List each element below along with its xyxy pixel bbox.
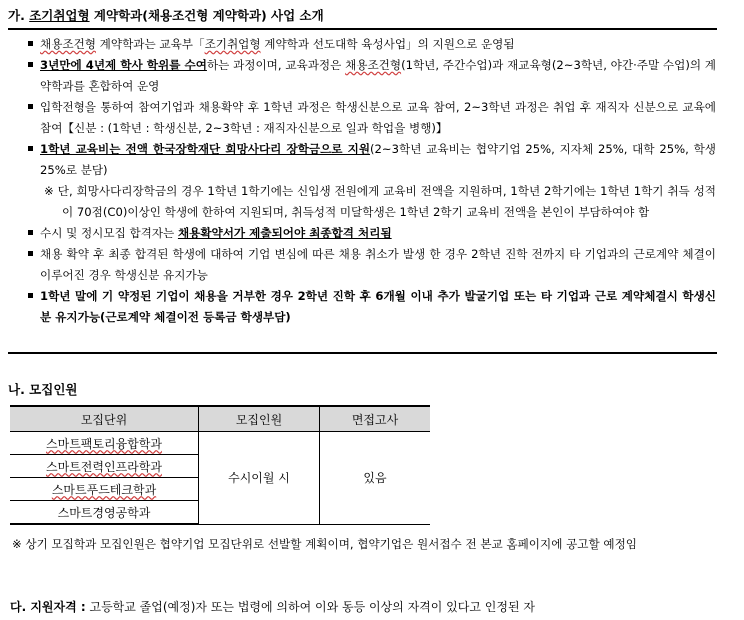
square-bullet-icon: [28, 230, 33, 235]
bullet-item: [28, 139, 716, 181]
header-count: 모집인원: [199, 406, 320, 432]
bullet-item: [28, 286, 716, 328]
square-bullet-icon: [28, 251, 33, 256]
bullet-text-segment: 채용 확약 후 최종 합격된 학생에 대하여 기업 변심에 따른 채용 취소가 발생 한 경우 2학년 진학 전까지 타 기업과의 근로계약 체결이 이루어진 경우 학생신분 유지가능: [40, 247, 716, 282]
square-bullet-icon: [28, 293, 33, 298]
bullet-text-segment: 계약학과 선도대학 육성사업」의 지원으로 운영됨: [260, 37, 515, 51]
bullet-text-segment: 하는 과정이며, 교육과정은: [206, 58, 346, 72]
section-ga-prefix: 가.: [8, 8, 30, 23]
section-na-heading: 나. 모집인원: [8, 382, 78, 397]
table-row: [10, 432, 430, 455]
bullet-item: [28, 244, 716, 286]
bottom-rule: [8, 352, 717, 354]
table-footnote: ※ 상기 모집학과 모집인원은 협약기업 모집단위로 선발할 계획이며, 협약기업은 원서접수 전 본교 홈페이지에 공고할 예정임: [12, 537, 637, 551]
section-ga-title-rest: 계약학과(채용조건형 계약학과) 사업 소개: [89, 8, 324, 23]
header-unit: 모집단위: [10, 406, 199, 432]
unit-name: 스마트팩토리융합학과: [46, 436, 162, 451]
unit-name: 스마트전력인프라학과: [46, 459, 162, 474]
square-bullet-icon: [28, 146, 33, 151]
intro-bullet-list: [28, 34, 716, 328]
header-interview: 면접고사: [320, 406, 431, 432]
bullet-text-segment: 수시 및 정시모집 합격자는: [40, 226, 178, 240]
unit-cell: [10, 501, 199, 525]
bullet-text-segment: 1학년 말에 기 약정된 기업이 채용을 거부한 경우 2학년 진학 후 6개월 이내 추가 발굴기업 또는 타 기업과 근로 계약체결시 학생신분 유지가능(근로계약 체결이전 등록금 학생부담): [40, 289, 716, 324]
unit-cell: [10, 432, 199, 455]
square-bullet-icon: [28, 104, 33, 109]
bullet-text-segment: 채용확약서가 제출되어야 최종합격 처리됨: [177, 226, 392, 240]
section-ga-heading: [8, 6, 324, 24]
section-da-label: 다. 지원자격 :: [10, 600, 86, 614]
unit-cell: [10, 478, 199, 501]
bullet-item: [28, 55, 716, 97]
square-bullet-icon: [28, 41, 33, 46]
bullet-note: ※ 단, 희망사다리장학금의 경우 1학년 1학기에는 신입생 전원에게 교육비 전액을 지원하며, 1학년 2학기에는 1학년 1학기 취득 성적이 70점(C0)이상인 학생에 한하여 지원되며, 취득성적 미달학생은 1학년 2학기 교육비 전액을 본인이 부담하여야 함: [44, 184, 716, 219]
square-bullet-icon: [28, 62, 33, 67]
bullet-item: [28, 34, 716, 55]
interview-cell: 있음: [320, 432, 431, 525]
unit-cell: [10, 455, 199, 478]
section-da-text: 고등학교 졸업(예정)자 또는 법령에 의하여 이와 동등 이상의 자격이 있다고 인정된 자: [85, 600, 535, 614]
bullet-text-segment: (2~3학년 교육비는 협약기업 25%, 지자체 25%, 대학 25%, 학생 25%로 분담): [40, 142, 716, 177]
unit-name: 스마트경영공학과: [57, 505, 151, 520]
bullet-text-segment: 계약학과는 교육부「: [96, 37, 205, 51]
bullet-text-segment: (1학년, 주간수업)과 재교육형(2~3학년, 야간·주말 수업)의 계약학과를 혼합하여 운영: [40, 58, 716, 93]
bullet-text-segment: 1학년 교육비는 전액 한국장학재단 희망사다리 장학금으로 지원: [40, 142, 371, 156]
table-header-row: [10, 406, 430, 432]
section-da-line: [10, 598, 535, 615]
bullet-text-segment: 입학전형을 통하여 참여기업과 채용확약 후 1학년 과정은 학생신분으로 교육 참여, 2~3학년 과정은 취업 후 재직자 신분으로 교육에 참여【신분 : (1학년 : 학생신분, 2~3학년 : 재직자신분으로 일과 학업을 병행)】: [40, 100, 716, 135]
unit-name: 스마트푸드테크학과: [51, 482, 157, 497]
bullet-item: [28, 97, 716, 139]
recruitment-table: [10, 405, 430, 525]
section-ga-title-underlined: 조기취업형: [29, 8, 90, 23]
bullet-text-segment: 채용조건형: [40, 37, 96, 51]
bullet-text-segment: 채용조건형: [345, 58, 402, 72]
bullet-text-segment: 조기취업형: [204, 37, 261, 51]
count-cell: 수시이월 시: [199, 432, 320, 525]
top-rule: [8, 28, 717, 30]
bullet-text-segment: 3년만에 4년제 학사 학위를 수여: [40, 58, 207, 72]
bullet-item: [28, 223, 716, 244]
